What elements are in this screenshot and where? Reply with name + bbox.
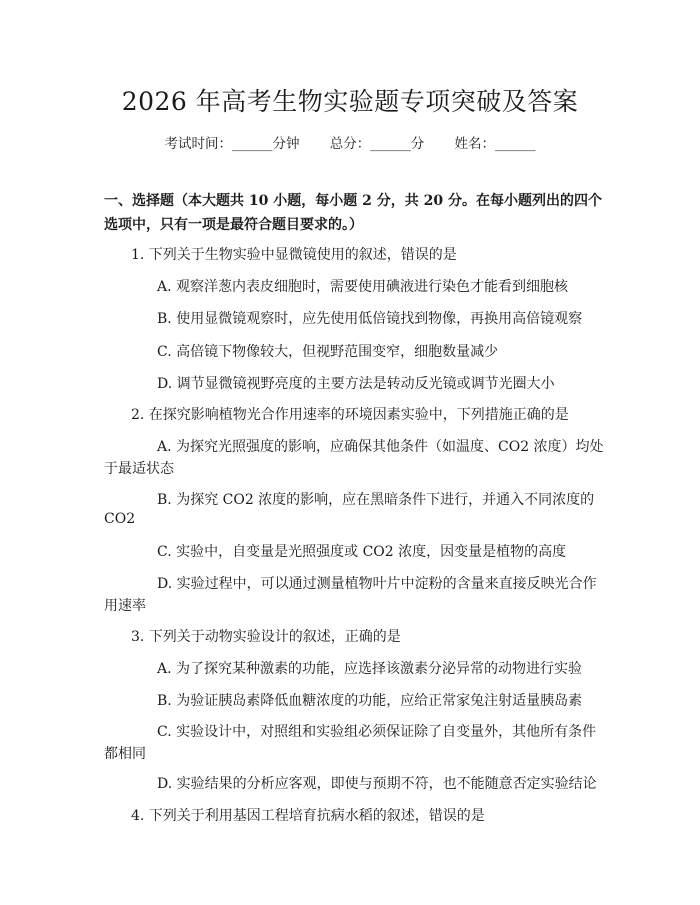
question-2-option-a: A. 为探究光照强度的影响，应确保其他条件（如温度、CO2 浓度）均处	[157, 439, 604, 455]
question-1-option-b: B. 使用显微镜观察时，应先使用低倍镜找到物像，再换用高倍镜观察	[157, 311, 583, 327]
question-2-option-b-cont: CO2	[104, 511, 136, 527]
exam-info-row	[0, 132, 700, 152]
question-1-option-a: A. 观察洋葱内表皮细胞时，需要使用碘液进行染色才能看到细胞核	[157, 279, 569, 295]
question-4-stem: 4. 下列关于利用基因工程培育抗病水稻的叙述，错误的是	[131, 808, 485, 824]
section-heading: 一、选择题（本大题共 10 小题，每小题 2 分，共 20 分。在每小题列出的四个选项中，只有一项是最符合题目要求的。）	[104, 193, 602, 233]
exam-time-field: 考试时间：______分钟	[164, 136, 300, 152]
question-1-stem: 1. 下列关于生物实验中显微镜使用的叙述，错误的是	[131, 247, 457, 263]
student-name-field: 姓名：______	[454, 136, 536, 152]
question-3-option-a: A. 为了探究某种激素的功能，应选择该激素分泌异常的动物进行实验	[157, 661, 583, 677]
question-2-option-c: C. 实验中，自变量是光照强度或 CO2 浓度，因变量是植物的高度	[157, 544, 567, 560]
question-3-option-d: D. 实验结果的分析应客观，即使与预期不符，也不能随意否定实验结论	[157, 776, 597, 792]
page-title: 2026 年高考生物实验题专项突破及答案	[121, 87, 579, 116]
question-2-option-d: D. 实验过程中，可以通过测量植物叶片中淀粉的含量来直接反映光合作	[157, 576, 597, 592]
question-3-option-b: B. 为验证胰岛素降低血糖浓度的功能，应给正常家兔注射适量胰岛素	[157, 693, 583, 709]
question-2-option-a-cont: 于最适状态	[104, 461, 174, 477]
question-3-option-c-cont: 都相同	[104, 746, 146, 762]
question-3-option-c: C. 实验设计中，对照组和实验组必须保证除了自变量外，其他所有条件	[157, 724, 597, 740]
question-2-stem: 2. 在探究影响植物光合作用速率的环境因素实验中，下列措施正确的是	[131, 407, 569, 423]
total-score-field: 总分：______分	[329, 136, 425, 152]
question-3-stem: 3. 下列关于动物实验设计的叙述，正确的是	[131, 629, 401, 645]
question-1-option-c: C. 高倍镜下物像较大，但视野范围变窄，细胞数量减少	[157, 344, 499, 360]
question-1-option-d: D. 调节显微镜视野亮度的主要方法是转动反光镜或调节光圈大小	[157, 376, 555, 392]
question-2-option-b: B. 为探究 CO2 浓度的影响，应在黑暗条件下进行，并通入不同浓度的	[157, 492, 595, 508]
question-2-option-d-cont: 用速率	[104, 598, 146, 614]
